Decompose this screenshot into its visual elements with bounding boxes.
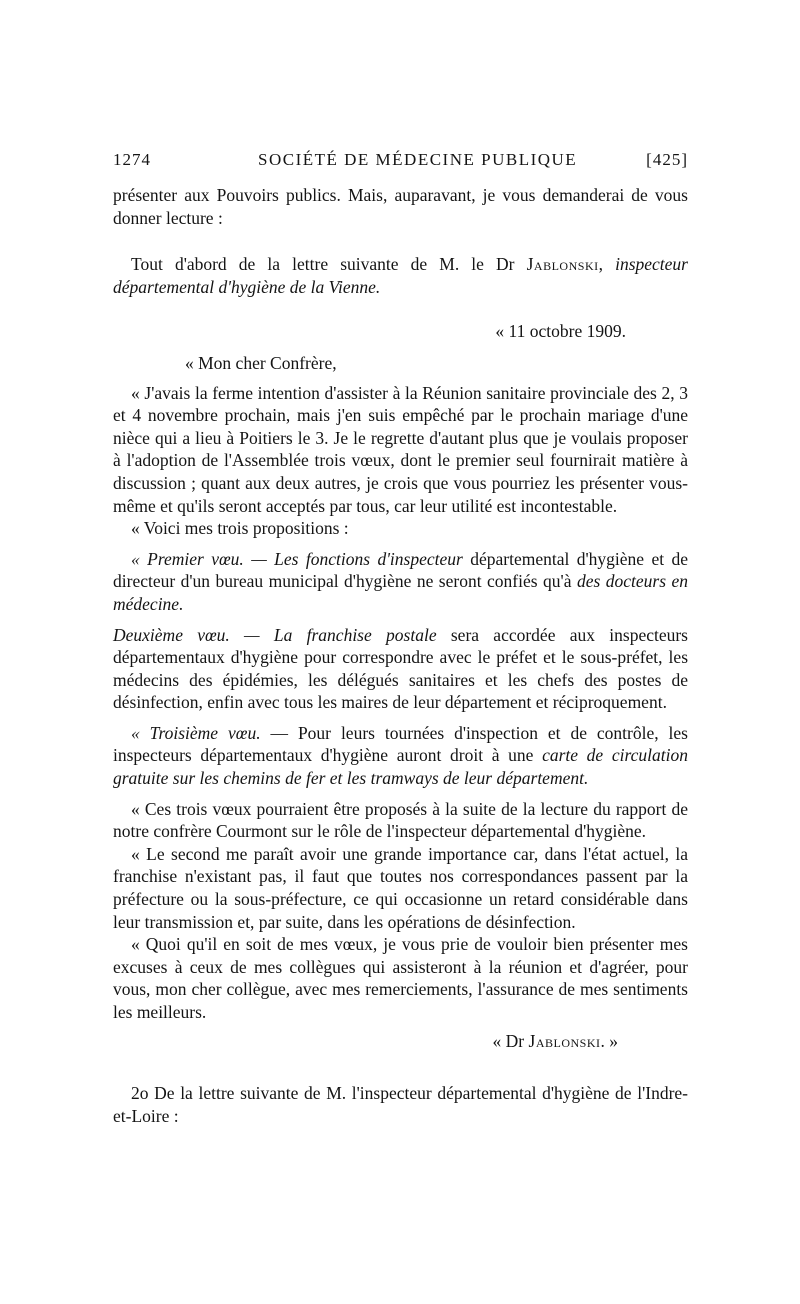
page-number: 1274 [113, 150, 151, 169]
letter-date: « 11 octobre 1909. [495, 321, 626, 342]
voeu-1 [113, 548, 688, 616]
letter1-intro-paragraph [113, 253, 688, 298]
letter-paragraph-1: « J'avais la ferme intention d'assister à la Réunion sanitaire provinciale des 2, 3 et 4 novembre prochain, mais j'en suis empêché par le prochain mariage d'une nièce qui a lieu à Poitiers le 3. Je le regrette d'autant plus que je voulais proposer à l'adoption de l'Assemblée trois vœux, dont le premier seul fournirait matière à discussion ; quant aux deux autres, je crois que vous pourriez les présenter vous-même et qu'ils seront acceptés par tous, car leur utilité est incontestable. [113, 382, 688, 516]
bracket-page-number: [425] [646, 150, 688, 169]
letter1-intro-sep: , [598, 254, 616, 275]
running-title: SOCIÉTÉ DE MÉDECINE PUBLIQUE [258, 150, 578, 169]
page-body [113, 184, 688, 1127]
author-role: inspecteur départemental d'hygiène de la Vienne. [113, 254, 688, 297]
salutation: « Mon cher Confrère, [185, 352, 337, 373]
running-header [113, 150, 688, 174]
letter2-intro-paragraph: 2o De la lettre suivante de M. l'inspecteur départemental d'hygiène de l'Indre-et-Loire : [113, 1083, 688, 1126]
letter-paragraph-2: « Voici mes trois propositions : [131, 518, 349, 539]
intro-paragraph: présenter aux Pouvoirs publics. Mais, auparavant, je vous demanderai de vous donner lecture : [113, 185, 688, 228]
voeu-2 [113, 624, 688, 714]
voeu-3-title: « Troisième vœu. [131, 722, 261, 743]
letter1-intro-text: Tout d'abord de la lettre suivante de M. le Dr [131, 254, 527, 275]
voeu-2-body: sera accordée aux inspecteurs départementaux d'hygiène pour correspondre avec le préfet et le sous-préfet, les médecins des épidémies, les délégués sanitaires et les chefs des postes de désinfection, enfin avec tous les maires de leur département et réciproquement. [113, 624, 688, 713]
signature [113, 1030, 688, 1053]
voeu-1-body: départemental d'hygiène et de directeur d'un bureau municipal d'hygiène ne seront confiés qu'à [113, 548, 689, 592]
signature-suffix: . » [600, 1030, 618, 1051]
voeu-2-title: Deuxième vœu. — La franchise postale [113, 624, 437, 645]
voeu-3-body: — Pour leurs tournées d'inspection et de contrôle, les inspecteurs départementaux d'hygiène auront droit à une [113, 722, 688, 766]
letter-paragraph-3: « Ces trois vœux pourraient être proposés à la suite de la lecture du rapport de notre confrère Courmont sur le rôle de l'inspecteur départemental d'hygiène. [113, 798, 688, 842]
signature-name: Jablonski [528, 1030, 601, 1051]
voeu-3-emphasis: carte de circulation gratuite sur les chemins de fer et les tramways de leur département. [113, 745, 688, 789]
voeu-1-emphasis: des docteurs en médecine. [113, 571, 688, 614]
letter-paragraph-4: « Le second me paraît avoir une grande importance car, dans l'état actuel, la franchise n'existant pas, il faut que toutes nos correspondances passent par la préfecture ou la sous-préfecture, ce qui occasionne un retard considérable dans leur transmission et, par suite, dans les opérations de désinfection. [113, 843, 688, 932]
signature-prefix: « Dr [492, 1030, 529, 1051]
letter-paragraph-5: « Quoi qu'il en soit de mes vœux, je vous prie de vouloir bien présenter mes excuses à ceux de mes collègues qui assisteront à la réunion et d'agréer, pour vous, mon cher collègue, avec mes remerciements, l'assurance de mes sentiments les meilleurs. [113, 934, 688, 1022]
voeu-3 [113, 722, 688, 790]
author-name: Jablonski [526, 254, 599, 275]
voeu-1-title: « Premier vœu. — Les fonctions d'inspecteur [131, 548, 463, 569]
